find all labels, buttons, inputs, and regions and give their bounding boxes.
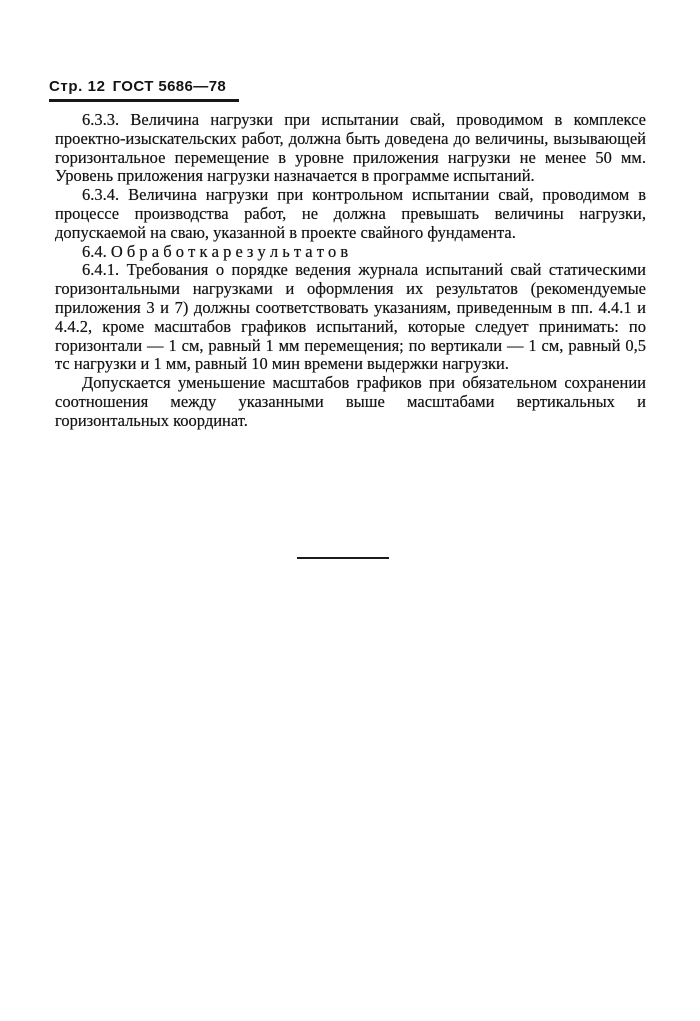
paragraph-6-3-4: 6.3.4. Величина нагрузки при контрольном испытании свай, проводимом в процессе производства работ, не должна превышать величины нагрузки, допускаемой на сваю, указанной в проекте свайного фундамента. [55,185,646,242]
standard-number: ГОСТ 5686—78 [112,78,227,95]
paragraph-6-4-1-note: Допускается уменьшение масштабов графиков при обязательном сохранении соотношения между указанными выше масштабами вертикальных и горизонтальных координат. [55,373,646,430]
end-of-text-divider [297,557,389,559]
paragraph-6-3-3: 6.3.3. Величина нагрузки при испытании свай, проводимом в комплексе проектно-изыскательских работ, должна быть доведена до величины, вызывающей горизонтальное перемещение в уровне приложения нагрузки не менее 50 мм. Уровень приложения нагрузки назначается в программе испытаний. [55,110,646,186]
document-body [55,111,646,431]
section-heading-6-4: 6.4. О б р а б о т к а р е з у л ь т а т о в [82,241,349,261]
paragraph-6-4-1: 6.4.1. Требования о порядке ведения журнала испытаний свай статическими горизонтальными нагрузками и оформления их результатов (рекомендуемые приложения 3 и 7) должны соответствовать указаниям, приведенным в пп. 4.4.1 и 4.4.2, кроме масштабов графиков испытаний, которые следует принимать: по горизонтали — 1 см, равный 1 мм перемещения; по вертикали — 1 см, равный 0,5 тс нагрузки и 1 мм, равный 10 мин времени выдержки нагрузки. [55,260,646,374]
page-header [49,78,239,102]
page-number-label: Стр. 12 [49,78,106,95]
